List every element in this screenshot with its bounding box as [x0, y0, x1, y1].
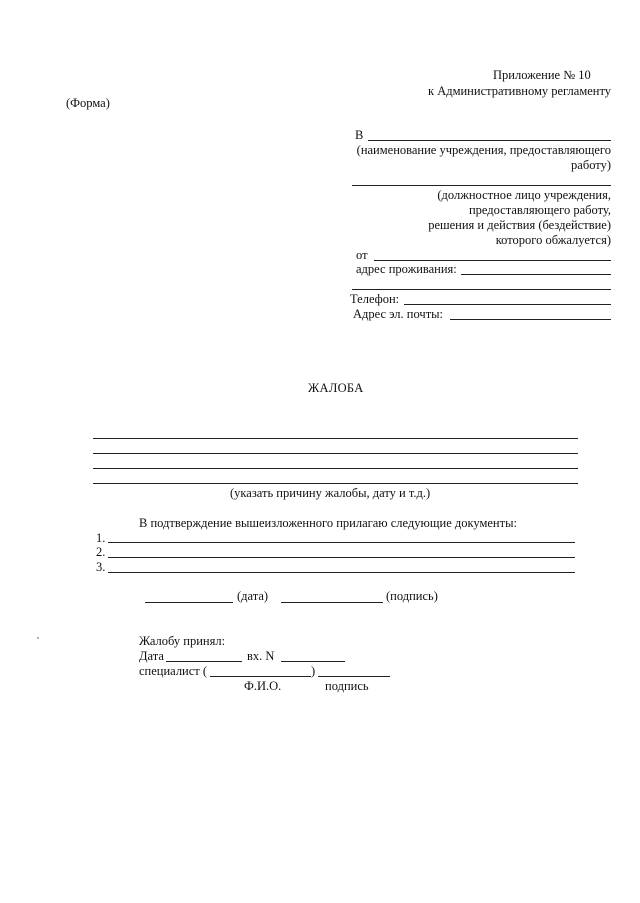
email-line [450, 319, 611, 320]
phone-label: Телефон: [350, 292, 400, 306]
document-item-2-number: 2. [96, 545, 106, 559]
specialist-label: специалист ( [139, 664, 208, 678]
official-hint-1: (должностное лицо учреждения, [437, 188, 611, 202]
address-line-2 [352, 289, 611, 290]
email-label: Адрес эл. почты: [353, 307, 444, 321]
scan-speck [37, 637, 39, 639]
official-line [352, 185, 611, 186]
appendix-number: Приложение № 10 [493, 68, 591, 82]
regulation-reference: к Административному регламенту [428, 84, 612, 98]
fio-label: Ф.И.О. [244, 679, 282, 693]
institution-hint-1: (наименование учреждения, предоставляющего [356, 143, 611, 157]
date-line [145, 602, 233, 603]
signature-line [281, 602, 383, 603]
accepted-date-label: Дата [139, 649, 164, 663]
signature-label: (подпись) [386, 589, 438, 603]
address-label: адрес проживания: [356, 262, 457, 276]
official-hint-4: которого обжалуется) [495, 233, 611, 247]
document-item-3-line [108, 572, 575, 573]
institution-hint-2: работу) [571, 158, 611, 172]
complaint-line-3 [93, 468, 578, 469]
form-label: (Форма) [66, 96, 110, 110]
specialist-sign-line [318, 676, 390, 677]
document-title: ЖАЛОБА [308, 381, 364, 395]
document-item-1-line [108, 542, 575, 543]
incoming-number-line [281, 661, 345, 662]
document-item-1-number: 1. [96, 531, 106, 545]
specialist-close-paren: ) [311, 664, 316, 678]
accepted-date-line [166, 661, 242, 662]
complaint-reason-hint: (указать причину жалобы, дату и т.д.) [230, 486, 431, 500]
specialist-name-line [210, 676, 311, 677]
to-prefix: В [355, 128, 364, 142]
complaint-line-2 [93, 453, 578, 454]
document-item-2-line [108, 557, 575, 558]
official-hint-2: предоставляющего работу, [468, 203, 611, 217]
document-item-3-number: 3. [96, 560, 106, 574]
complaint-line-1 [93, 438, 578, 439]
incoming-number-label: вх. N [247, 649, 275, 663]
address-line-1 [461, 274, 611, 275]
documents-intro: В подтверждение вышеизложенного прилагаю следующие документы: [139, 516, 517, 530]
phone-line [404, 304, 611, 305]
date-label: (дата) [237, 589, 269, 603]
complaint-line-4 [93, 483, 578, 484]
official-hint-3: решения и действия (бездействие) [428, 218, 611, 232]
from-prefix: от [356, 248, 368, 262]
accepted-title: Жалобу принял: [139, 634, 226, 648]
from-line [374, 260, 611, 261]
institution-line [368, 140, 611, 141]
sign-label: подпись [325, 679, 369, 693]
